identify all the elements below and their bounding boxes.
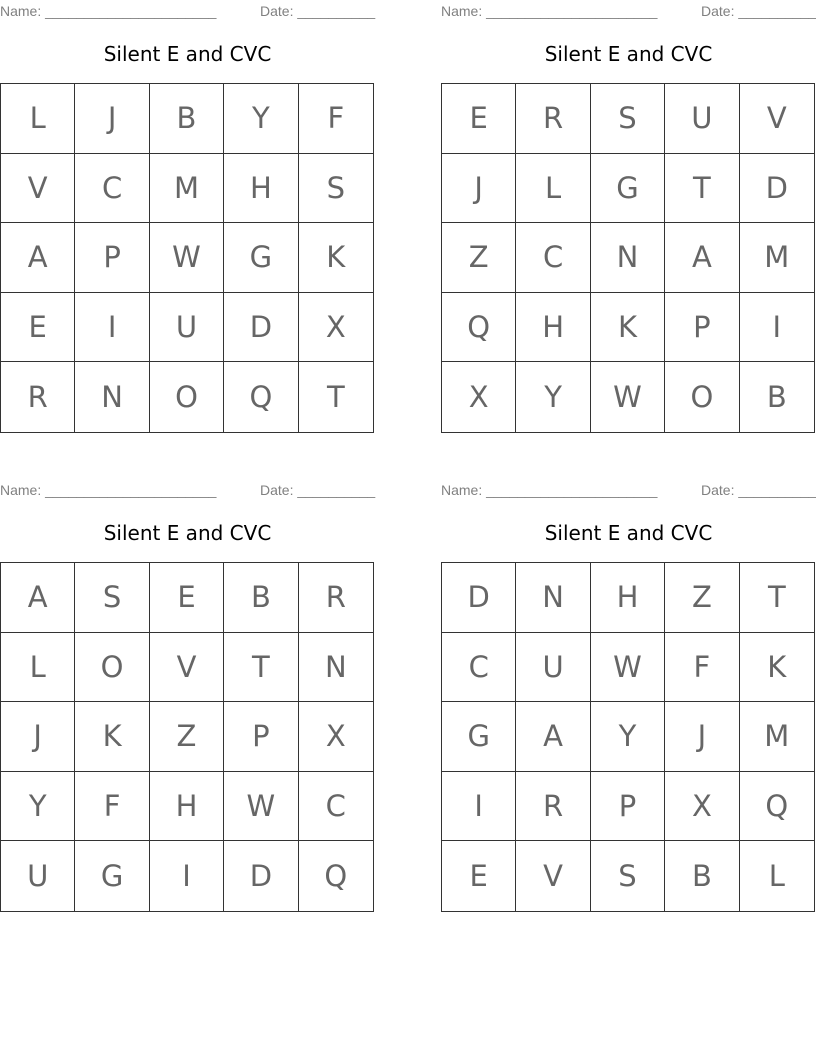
bingo-cell: D [740, 154, 814, 224]
bingo-cell: L [1, 633, 75, 703]
bingo-cell: C [442, 633, 516, 703]
bingo-cell: S [591, 84, 665, 154]
bingo-cell: M [740, 702, 814, 772]
bingo-cell: C [299, 772, 373, 842]
bingo-cell: N [591, 223, 665, 293]
bingo-cell: F [75, 772, 149, 842]
bingo-cell: N [75, 362, 149, 432]
bingo-cell: K [591, 293, 665, 363]
bingo-cell: S [75, 563, 149, 633]
bingo-cell: Z [442, 223, 516, 293]
bingo-grid [441, 562, 815, 912]
bingo-cell: X [442, 362, 516, 432]
bingo-cell: V [1, 154, 75, 224]
bingo-cell: W [591, 362, 665, 432]
bingo-cell: V [150, 633, 224, 703]
bingo-cell: U [665, 84, 739, 154]
bingo-cell: C [75, 154, 149, 224]
bingo-cell: G [224, 223, 298, 293]
bingo-cell: B [150, 84, 224, 154]
bingo-grid [0, 83, 374, 433]
bingo-cell: K [299, 223, 373, 293]
bingo-cell: G [75, 841, 149, 911]
bingo-cell: M [740, 223, 814, 293]
bingo-cell: R [1, 362, 75, 432]
bingo-cell: Y [516, 362, 590, 432]
bingo-cell: H [150, 772, 224, 842]
bingo-cell: J [442, 154, 516, 224]
bingo-grid [441, 83, 815, 433]
bingo-cell: S [591, 841, 665, 911]
bingo-cell: E [442, 841, 516, 911]
bingo-cell: R [299, 563, 373, 633]
bingo-cell: F [665, 633, 739, 703]
bingo-cell: W [591, 633, 665, 703]
bingo-cell: Z [665, 563, 739, 633]
bingo-cell: N [516, 563, 590, 633]
bingo-cell: J [75, 84, 149, 154]
bingo-cell: G [442, 702, 516, 772]
date-field: Date: __________ [260, 3, 376, 19]
bingo-cell: B [224, 563, 298, 633]
bingo-card-2 [441, 0, 816, 434]
date-field: Date: __________ [260, 482, 376, 498]
bingo-card-3 [0, 479, 375, 913]
bingo-cell: A [1, 223, 75, 293]
bingo-cell: F [299, 84, 373, 154]
bingo-cell: K [75, 702, 149, 772]
card-title: Silent E and CVC [544, 42, 713, 66]
bingo-cell: I [150, 841, 224, 911]
bingo-cell: D [224, 841, 298, 911]
bingo-cell: G [591, 154, 665, 224]
bingo-cell: I [75, 293, 149, 363]
bingo-cell: H [224, 154, 298, 224]
bingo-cell: U [150, 293, 224, 363]
bingo-cell: Y [224, 84, 298, 154]
name-field: Name: ______________________ [441, 482, 658, 498]
card-title: Silent E and CVC [103, 42, 272, 66]
bingo-cell: D [442, 563, 516, 633]
bingo-cell: R [516, 772, 590, 842]
bingo-cell: L [768, 859, 785, 894]
bingo-cell: T [665, 154, 739, 224]
name-field: Name: ______________________ [0, 482, 217, 498]
name-field: Name: ______________________ [441, 3, 658, 19]
bingo-cell: T [326, 380, 345, 415]
bingo-cell: I [442, 772, 516, 842]
bingo-cell: A [516, 702, 590, 772]
bingo-cell: S [299, 154, 373, 224]
bingo-cell: A [1, 563, 75, 633]
bingo-cell: E [1, 293, 75, 363]
bingo-cell: K [740, 633, 814, 703]
bingo-cell: E [150, 563, 224, 633]
bingo-cell: Z [150, 702, 224, 772]
card-title: Silent E and CVC [544, 521, 713, 545]
bingo-cell: P [591, 772, 665, 842]
bingo-cell: M [150, 154, 224, 224]
bingo-cell: W [224, 772, 298, 842]
bingo-cell: Q [442, 293, 516, 363]
bingo-cell: J [665, 702, 739, 772]
date-field: Date: __________ [701, 3, 816, 19]
bingo-cell: A [665, 223, 739, 293]
bingo-cell: O [665, 362, 739, 432]
name-field: Name: ______________________ [0, 3, 217, 19]
bingo-cell: N [299, 633, 373, 703]
bingo-card-1 [0, 0, 375, 434]
bingo-cell: P [665, 293, 739, 363]
bingo-cell: Y [591, 702, 665, 772]
date-field: Date: __________ [701, 482, 816, 498]
bingo-cell: U [1, 841, 75, 911]
bingo-cell: R [516, 84, 590, 154]
bingo-cell: W [150, 223, 224, 293]
bingo-cell: C [516, 223, 590, 293]
bingo-cell: X [299, 293, 373, 363]
bingo-cell: O [150, 362, 224, 432]
bingo-cell: Y [1, 772, 75, 842]
bingo-grid [0, 562, 374, 912]
bingo-cell: X [665, 772, 739, 842]
bingo-cell: Q [324, 859, 348, 894]
bingo-cell: B [665, 841, 739, 911]
bingo-card-4 [441, 479, 816, 913]
bingo-cell: H [591, 563, 665, 633]
bingo-cell: B [766, 380, 787, 415]
bingo-cell: X [299, 702, 373, 772]
bingo-cell: D [224, 293, 298, 363]
card-title: Silent E and CVC [103, 521, 272, 545]
bingo-cell: T [224, 633, 298, 703]
bingo-cell: Q [740, 772, 814, 842]
bingo-cell: J [1, 702, 75, 772]
bingo-cell: E [442, 84, 516, 154]
bingo-cell: V [740, 84, 814, 154]
bingo-cell: L [516, 154, 590, 224]
bingo-cell: P [224, 702, 298, 772]
bingo-cell: T [740, 563, 814, 633]
bingo-cell: Q [224, 362, 298, 432]
bingo-cell: O [75, 633, 149, 703]
bingo-cell: P [75, 223, 149, 293]
bingo-cell: V [516, 841, 590, 911]
bingo-cell: H [516, 293, 590, 363]
bingo-cell: L [1, 84, 75, 154]
bingo-cell: I [740, 293, 814, 363]
bingo-cell: U [516, 633, 590, 703]
